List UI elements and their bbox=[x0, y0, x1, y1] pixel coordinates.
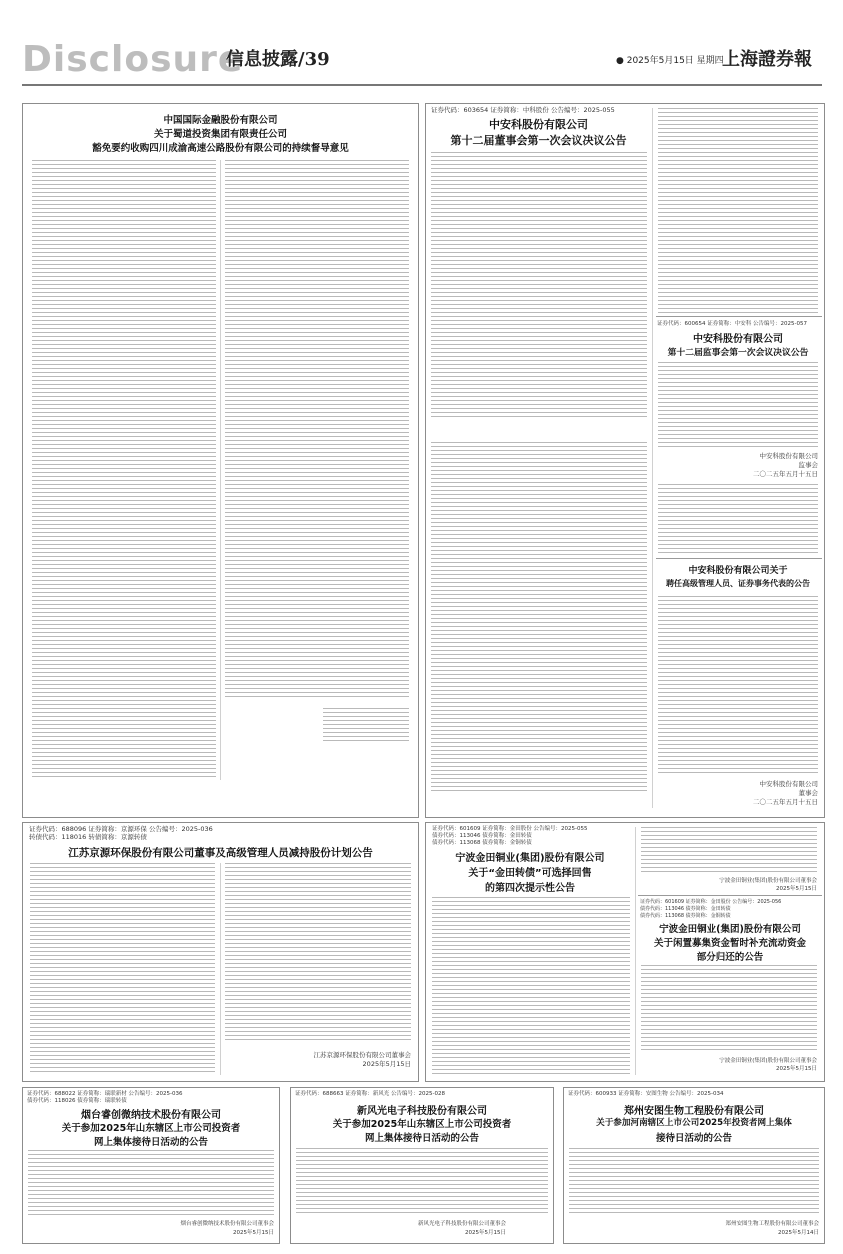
signature-company: 中安科股份有限公司 bbox=[759, 452, 818, 460]
brand-logo: Disclosure bbox=[22, 39, 244, 80]
notice-body-text bbox=[431, 442, 647, 792]
header-rule bbox=[22, 84, 822, 86]
section-title: 信息披露/39 bbox=[226, 49, 330, 70]
signature-company: 烟台睿创微纳技术股份有限公司董事会 bbox=[180, 1221, 274, 1227]
notice-body-text bbox=[658, 108, 818, 313]
notice-divider bbox=[656, 558, 822, 559]
security-code-line: 债券代码：118026 债券简称：瑞联转债 bbox=[27, 1098, 127, 1104]
notice-divider bbox=[638, 895, 822, 896]
notice-zhengzhou-antu bbox=[563, 1087, 825, 1244]
notice-title: 宁波金田铜业(集团)股份有限公司 bbox=[455, 853, 605, 864]
signature-company: 中安科股份有限公司 bbox=[759, 780, 818, 788]
notice-zhongke-group bbox=[425, 103, 825, 818]
notice-title: 宁波金田铜业(集团)股份有限公司 bbox=[659, 924, 801, 935]
notice-body-text bbox=[32, 160, 216, 780]
issue-date: ● 2025年5月15日 星期四 bbox=[616, 56, 724, 66]
page-header bbox=[0, 0, 843, 84]
security-code-line: 债券代码：113068 债券简称：金铜转债 bbox=[432, 840, 532, 846]
notice-body-text bbox=[569, 1148, 819, 1214]
column-divider bbox=[220, 863, 221, 1075]
notice-title: 部分归还的公告 bbox=[696, 952, 764, 963]
signature-date: 二〇二五年五月十五日 bbox=[753, 470, 818, 478]
signature-date: 2025年5月15日 bbox=[776, 1066, 817, 1072]
security-code-line: 债券代码：113068 债券简称：金铜转债 bbox=[640, 913, 731, 919]
notice-title: 聘任高级管理人员、证券事务代表的公告 bbox=[666, 579, 810, 588]
notice-body-text bbox=[296, 1148, 548, 1214]
notice-title: 新风光电子科技股份有限公司 bbox=[357, 1106, 487, 1117]
security-code-line: 证券代码：688022 证券简称：瑞联新材 公告编号：2025-036 bbox=[27, 1091, 183, 1097]
notice-title: 豁免要约收购四川成渝高速公路股份有限公司的持续督导意见 bbox=[92, 143, 349, 154]
notice-title: 郑州安图生物工程股份有限公司 bbox=[624, 1106, 764, 1117]
notice-title: 的第四次提示性公告 bbox=[485, 883, 575, 894]
security-code-line: 债券代码：113046 债券简称：金田转债 bbox=[640, 906, 731, 912]
signature-body: 监事会 bbox=[798, 461, 818, 469]
security-code-line: 证券代码：688096 证券简称：京源环保 公告编号：2025-036 bbox=[29, 825, 213, 833]
notice-body-text bbox=[30, 863, 215, 1075]
notice-body-text bbox=[28, 1150, 274, 1216]
notice-title: 关于“金田转债”可选择回售 bbox=[468, 868, 592, 879]
security-code-line: 转债代码：118016 转债简称：京源转债 bbox=[29, 833, 147, 841]
security-code-line: 证券代码：600933 证券简称：安图生物 公告编号：2025-034 bbox=[568, 1091, 724, 1097]
security-code-line: 证券代码：688663 证券简称：新风光 公告编号：2025-028 bbox=[295, 1091, 445, 1097]
signature-company: 郑州安图生物工程股份有限公司董事会 bbox=[725, 1221, 819, 1227]
signature-company: 宁波金田铜业(集团)股份有限公司董事会 bbox=[719, 878, 817, 884]
notice-body-text bbox=[641, 965, 817, 1053]
signature-date: 2025年5月15日 bbox=[362, 1060, 411, 1068]
column-divider bbox=[220, 160, 221, 780]
notice-title: 中安科股份有限公司 bbox=[693, 334, 783, 345]
notice-title: 第十二届监事会第一次会议决议公告 bbox=[667, 348, 809, 358]
notice-signature-text bbox=[323, 708, 409, 744]
notice-title: 网上集体接待日活动的公告 bbox=[93, 1137, 208, 1148]
notice-body-text bbox=[641, 827, 817, 873]
notice-title: 中安科股份有限公司关于 bbox=[688, 566, 788, 576]
notice-cicc bbox=[22, 103, 419, 818]
notice-body-text bbox=[432, 897, 630, 1075]
signature-date: 2025年5月14日 bbox=[778, 1230, 819, 1236]
notice-body-text bbox=[225, 160, 409, 700]
notice-title: 关于参加2025年山东辖区上市公司投资者 bbox=[332, 1119, 512, 1130]
security-code-line: 证券代码：601609 证券简称：金田股份 公告编号：2025-056 bbox=[640, 899, 782, 905]
notice-ningbo-jintian-group bbox=[425, 822, 825, 1082]
notice-title: 中国国际金融股份有限公司 bbox=[163, 115, 278, 126]
signature-company: 新风光电子科技股份有限公司董事会 bbox=[417, 1221, 506, 1227]
notice-title: 关于参加河南辖区上市公司2025年投资者网上集体 bbox=[596, 1118, 792, 1128]
signature-body: 董事会 bbox=[798, 789, 818, 797]
signature-company: 江苏京源环保股份有限公司董事会 bbox=[313, 1051, 411, 1059]
notice-body-text bbox=[431, 152, 647, 417]
notice-title: 中安科股份有限公司 bbox=[489, 118, 588, 131]
notice-yantai bbox=[22, 1087, 280, 1244]
security-code-line: 债券代码：113046 债券简称：金田转债 bbox=[432, 833, 532, 839]
signature-date: 2025年5月15日 bbox=[465, 1230, 506, 1236]
notice-xinfengguang bbox=[290, 1087, 554, 1244]
notice-body-text bbox=[658, 362, 818, 448]
notice-body-text bbox=[225, 863, 411, 1043]
notice-title: 接待日活动的公告 bbox=[655, 1133, 732, 1144]
security-code-line: 证券代码：600654 证券简称：中安科 公告编号：2025-057 bbox=[657, 321, 807, 327]
notice-divider bbox=[656, 316, 822, 317]
newspaper-masthead: 上海證券報 bbox=[722, 49, 812, 70]
notice-jiangsu-jingyuan bbox=[22, 822, 419, 1082]
signature-date: 2025年5月15日 bbox=[776, 886, 817, 892]
notice-title: 第十二届董事会第一次会议决议公告 bbox=[450, 134, 627, 147]
security-code-line: 证券代码：601609 证券简称：金田股份 公告编号：2025-055 bbox=[432, 826, 588, 832]
signature-date: 二〇二五年五月十五日 bbox=[753, 798, 818, 806]
notice-title: 关于闲置募集资金暂时补充流动资金 bbox=[653, 938, 806, 949]
notice-body-text bbox=[658, 596, 818, 776]
notice-title: 关于蜀道投资集团有限责任公司 bbox=[153, 129, 287, 140]
notice-body-text bbox=[658, 484, 818, 554]
notice-title: 网上集体接待日活动的公告 bbox=[364, 1133, 479, 1144]
column-divider bbox=[652, 108, 653, 808]
notice-title: 关于参加2025年山东辖区上市公司投资者 bbox=[61, 1123, 241, 1134]
security-code-line: 证券代码：603654 证券简称：中科股份 公告编号：2025-055 bbox=[431, 106, 615, 114]
notice-title: 烟台睿创微纳技术股份有限公司 bbox=[81, 1110, 221, 1121]
signature-company: 宁波金田铜业(集团)股份有限公司董事会 bbox=[719, 1058, 817, 1064]
signature-date: 2025年5月15日 bbox=[233, 1230, 274, 1236]
column-divider bbox=[635, 827, 636, 1075]
notice-title: 江苏京源环保股份有限公司董事及高级管理人员减持股份计划公告 bbox=[68, 847, 373, 859]
